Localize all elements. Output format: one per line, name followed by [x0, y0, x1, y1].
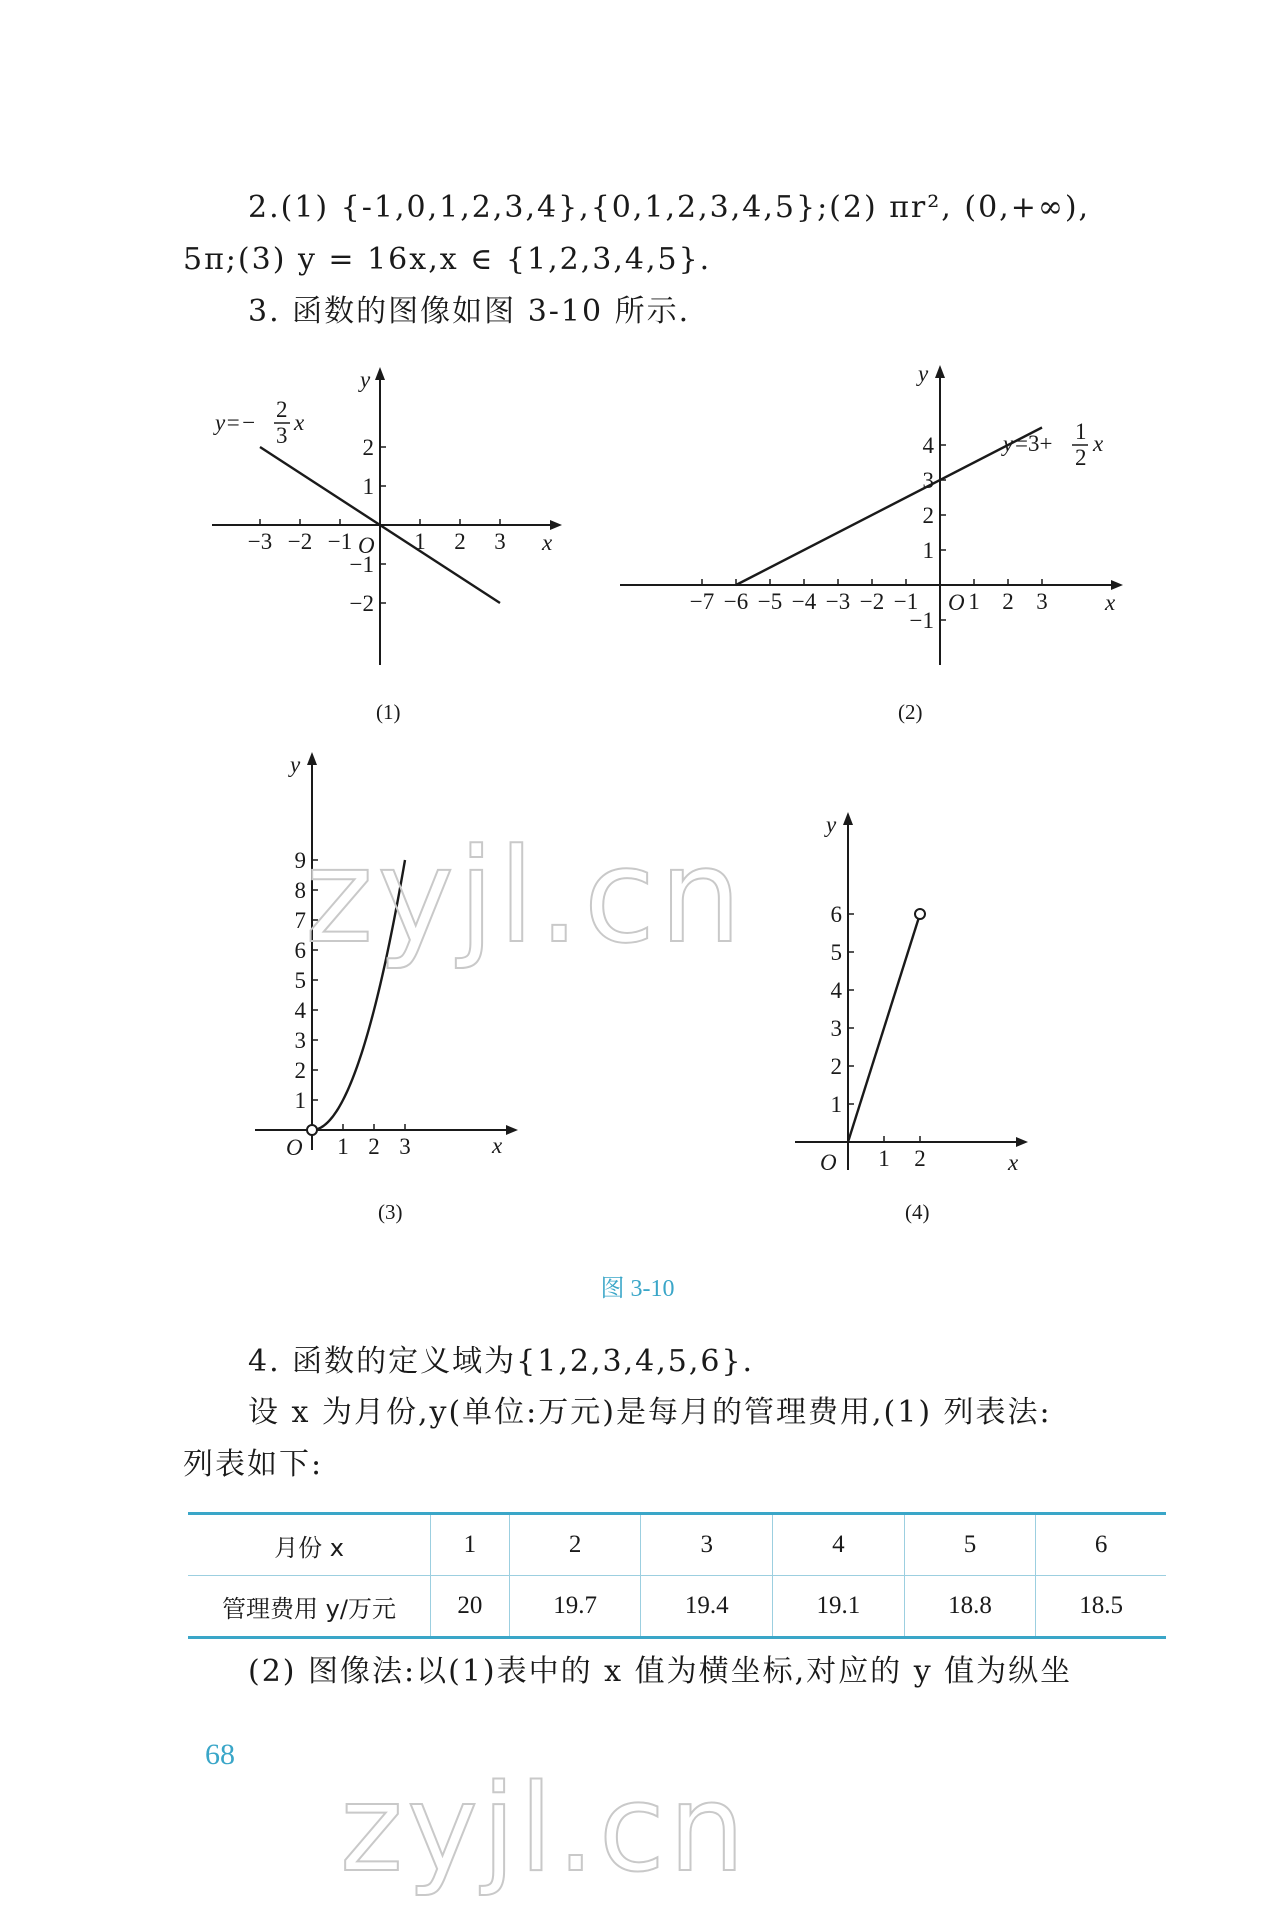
svg-text:x: x	[1093, 431, 1104, 456]
table-cell: 19.1	[773, 1576, 905, 1638]
y-tick-label: −2	[349, 591, 374, 616]
x-tick-label: 1	[414, 529, 426, 554]
equation-label-2	[1001, 419, 1104, 470]
x-tick-label: 2	[454, 529, 466, 554]
answer-line-3: 3. 函数的图像如图 3-10 所示.	[248, 294, 691, 329]
x-tick-label: −1	[893, 589, 919, 614]
x-axis-label: x	[1105, 590, 1116, 615]
sublabel-4: (4)	[905, 1200, 930, 1224]
y-tick-label: 9	[294, 848, 306, 873]
table-cell: 3	[641, 1514, 773, 1576]
table-cell: 1	[431, 1514, 510, 1576]
y-tick-label: 2	[922, 503, 934, 528]
sublabel-2: (2)	[898, 700, 923, 724]
y-tick-label: 8	[294, 878, 306, 903]
y-tick-label: 2	[362, 435, 374, 460]
table-cell: 20	[431, 1576, 510, 1638]
table-cell: 2	[509, 1514, 641, 1576]
x-tick-label: 1	[878, 1146, 890, 1171]
svg-text:2: 2	[276, 397, 288, 422]
x-tick-label: 2	[914, 1146, 926, 1171]
function-line-4	[848, 914, 920, 1142]
x-tick-label: −4	[791, 589, 817, 614]
x-axis-label: x	[542, 530, 553, 555]
answer-line-graph-method: (2) 图像法:以(1)表中的 x 值为横坐标,对应的 y 值为纵坐	[248, 1654, 1073, 1689]
sublabel-3: (3)	[378, 1200, 403, 1224]
y-tick-label: 2	[830, 1054, 842, 1079]
x-tick-label: −7	[689, 589, 715, 614]
x-tick-label: −6	[723, 589, 749, 614]
graph-2	[615, 355, 1135, 685]
answer-line-4-table-intro: 列表如下:	[183, 1447, 324, 1482]
x-tick-label: 3	[399, 1134, 411, 1159]
svg-text:1: 1	[1075, 419, 1087, 444]
svg-text:y: y	[1003, 431, 1014, 456]
y-tick-label: 2	[294, 1058, 306, 1083]
answer-line-2-cont: 5π;(3) y = 16x,x ∈ {1,2,3,4,5}.	[183, 242, 712, 277]
svg-text:=3+: =3+	[1015, 431, 1053, 456]
svg-text:2: 2	[1075, 445, 1087, 470]
table-cell: 18.5	[1036, 1576, 1166, 1638]
table-cell: 5	[904, 1514, 1036, 1576]
x-tick-label: −3	[825, 589, 851, 614]
answer-line-4-setup: 设 x 为月份,y(单位:万元)是每月的管理费用,(1) 列表法:	[248, 1395, 1052, 1430]
y-axis-label: y	[290, 752, 301, 777]
page-number: 68	[205, 1738, 235, 1771]
y-axis-label: y	[360, 367, 371, 392]
table-cell: 19.7	[509, 1576, 641, 1638]
table-cell: 19.4	[641, 1576, 773, 1638]
cost-table	[188, 1512, 1166, 1639]
x-tick-label: −1	[327, 529, 353, 554]
table-cell: 6	[1036, 1514, 1166, 1576]
table-cell: 4	[773, 1514, 905, 1576]
table-header-cell: 月份 x	[188, 1514, 431, 1576]
svg-text:3: 3	[276, 423, 288, 448]
y-tick-label: 6	[830, 902, 842, 927]
table-header-cell: 管理费用 y/万元	[222, 1594, 396, 1623]
x-tick-label: 3	[1036, 589, 1048, 614]
y-tick-label: 1	[830, 1092, 842, 1117]
x-tick-label: −5	[757, 589, 783, 614]
svg-text:x: x	[294, 410, 305, 435]
sublabel-1: (1)	[376, 700, 401, 724]
x-tick-label: 2	[368, 1134, 380, 1159]
origin-label: O	[820, 1150, 837, 1175]
y-tick-label: 4	[830, 978, 842, 1003]
svg-text:y=−: y=−	[215, 410, 257, 435]
y-tick-label: 5	[294, 968, 306, 993]
origin-label: O	[948, 590, 965, 615]
y-tick-label: 1	[922, 538, 934, 563]
open-endpoint	[307, 1125, 317, 1135]
watermark: zyjl.cn	[305, 820, 746, 972]
watermark-bottom: zyjl.cn	[340, 1760, 749, 1899]
x-axis-label: x	[1008, 1150, 1019, 1175]
y-tick-label: 4	[294, 998, 306, 1023]
origin-label: O	[358, 533, 375, 558]
y-tick-label: 1	[294, 1088, 306, 1113]
table-row	[188, 1514, 1166, 1576]
x-tick-label: −3	[247, 529, 273, 554]
x-tick-label: 1	[337, 1134, 349, 1159]
function-line-2	[736, 428, 1042, 586]
y-axis-label: y	[826, 812, 837, 837]
answer-line-4: 4. 函数的定义域为{1,2,3,4,5,6}.	[248, 1344, 755, 1379]
y-tick-label: 4	[922, 433, 934, 458]
y-tick-label: 5	[830, 940, 842, 965]
y-tick-label: 6	[294, 938, 306, 963]
x-tick-label: −2	[287, 529, 313, 554]
y-tick-label: −1	[909, 608, 934, 633]
y-tick-label: 1	[362, 474, 374, 499]
y-tick-label: 3	[922, 468, 934, 493]
figure-caption: 图 3-10	[600, 1276, 675, 1302]
x-tick-label: −2	[859, 589, 885, 614]
x-tick-label: 2	[1002, 589, 1014, 614]
graph-4	[790, 800, 1050, 1180]
table-cell: 18.8	[904, 1576, 1036, 1638]
origin-label: O	[286, 1135, 303, 1160]
equation-label-1	[213, 397, 305, 448]
x-tick-label: 3	[494, 529, 506, 554]
y-tick-label: 7	[294, 908, 306, 933]
table-row	[188, 1576, 1166, 1638]
y-tick-label: 3	[294, 1028, 306, 1053]
y-axis-label: y	[918, 361, 929, 386]
y-tick-label: −1	[349, 552, 374, 577]
y-tick-label: 3	[830, 1016, 842, 1041]
graph-1	[200, 355, 580, 675]
answer-line-2: 2.(1) {-1,0,1,2,3,4},{0,1,2,3,4,5};(2) πr², (0,+∞),	[248, 190, 1091, 225]
x-tick-label: 1	[968, 589, 980, 614]
x-axis-label: x	[492, 1133, 503, 1158]
open-endpoint	[915, 909, 925, 919]
